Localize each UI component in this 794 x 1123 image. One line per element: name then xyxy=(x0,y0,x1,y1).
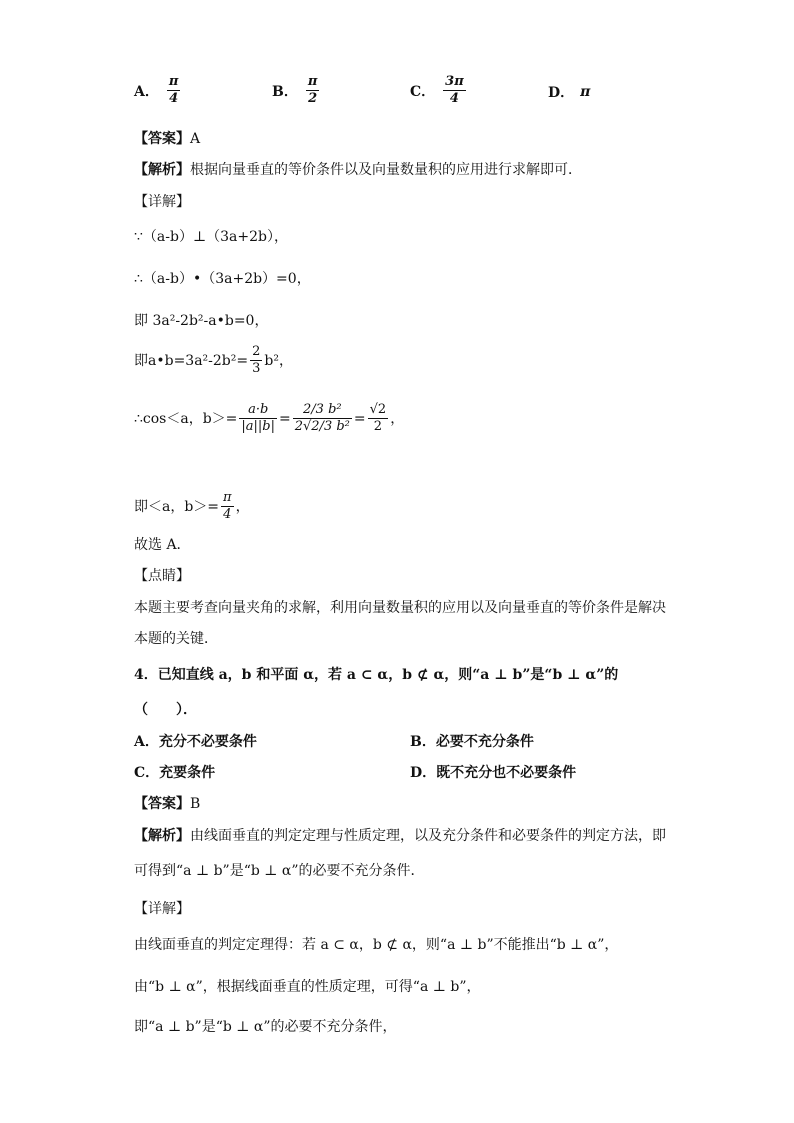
fraction-numerator: 3π xyxy=(445,74,464,89)
q3-comment-line-2: 本题的关键． xyxy=(134,631,218,647)
option-letter: A． xyxy=(134,83,159,100)
step-5-fraction-2 xyxy=(293,402,352,435)
q4-detail-line-1: 由线面垂直的判定定理得：若 a ⊂ α，b ⊄ α，则“a ⊥ b”不能推出“b ⊥ α”， xyxy=(134,937,619,953)
fraction-denominator: 2 xyxy=(308,91,318,106)
fraction-denominator: 2√2/3 b² xyxy=(294,419,350,434)
step-5-fraction-3 xyxy=(368,402,389,435)
analysis-text: 根据向量垂直的等价条件以及向量数量积的应用进行求解即可． xyxy=(190,162,582,178)
answer-tag: 【答案】 xyxy=(134,131,190,147)
step-4-prefix: 即a•b=3a²-2b²= xyxy=(134,352,249,369)
q3-comment-tag: 【点睛】 xyxy=(134,568,190,584)
option-letter: D． xyxy=(548,85,575,101)
fraction-numerator: √2 xyxy=(369,402,387,417)
fraction-numerator: 2 xyxy=(252,344,261,359)
option-c xyxy=(410,74,468,107)
fraction-numerator: π xyxy=(307,74,318,89)
q4-option-b: B．必要不充分条件 xyxy=(410,734,534,750)
q4-option-c: C．充要条件 xyxy=(134,765,216,781)
analysis-tag: 【解析】 xyxy=(134,828,190,844)
option-letter: B． xyxy=(272,83,298,100)
option-b-fraction xyxy=(306,74,320,107)
fraction-denominator: 4 xyxy=(223,507,232,522)
fraction-numerator: π xyxy=(223,490,232,505)
fraction-denominator: 4 xyxy=(449,91,459,106)
fraction-numerator: 2/3 b² xyxy=(293,402,352,419)
q3-detail-tag: 【详解】 xyxy=(134,194,190,210)
step-5-prefix: ∴cos＜a，b＞= xyxy=(134,410,238,427)
fraction-denominator: |a||b| xyxy=(241,419,275,434)
q3-step-2: ∴（a-b）•（3a+2b）=0， xyxy=(134,271,311,287)
analysis-tag: 【解析】 xyxy=(134,162,190,178)
step-6-prefix: 即＜a，b＞= xyxy=(134,498,220,515)
fraction-denominator: 3 xyxy=(252,361,261,376)
q3-comment-line-1: 本题主要考查向量夹角的求解，利用向量数量积的应用以及向量垂直的等价条件是解决 xyxy=(134,600,666,616)
answer-tag: 【答案】 xyxy=(134,796,190,812)
q4-analysis-line-1 xyxy=(134,827,666,845)
option-b xyxy=(272,74,321,107)
option-a-fraction xyxy=(167,74,181,107)
option-d xyxy=(548,82,590,102)
q4-analysis-line-2: 可得到“a ⊥ b”是“b ⊥ α”的必要不充分条件． xyxy=(134,863,425,879)
q4-stem-line-2: （ ）． xyxy=(134,702,197,718)
option-d-value: π xyxy=(580,84,591,100)
fraction-numerator: π xyxy=(168,74,179,89)
q3-step-5: ∴cos＜a，b＞= $\frac{a\cdot b}{|a||b|}$ = $\frac{\text{2/3 b²}}{\text{2√2/3 b²}}$ = $\frac{√2}{2}$ ， xyxy=(134,402,405,434)
fraction-numerator: a·b xyxy=(239,402,277,419)
q3-step-6 xyxy=(134,490,250,523)
q3-answer xyxy=(134,130,200,148)
analysis-text: 由线面垂直的判定定理与性质定理，以及充分条件和必要条件的判定方法，即 xyxy=(190,828,666,844)
q4-answer xyxy=(134,795,200,813)
step-5-fraction-1 xyxy=(239,402,277,435)
q4-detail-line-3: 即“a ⊥ b”是“b ⊥ α”的必要不充分条件， xyxy=(134,1019,397,1035)
option-a xyxy=(134,74,182,107)
q3-step-4 xyxy=(134,344,293,377)
fraction-denominator: 4 xyxy=(169,91,179,106)
step-4-fraction xyxy=(250,344,262,377)
answer-value: B xyxy=(190,796,201,812)
q4-stem-line-1: 4．已知直线 a，b 和平面 α，若 a ⊂ α，b ⊄ α，则“a ⊥ b”是“b ⊥ α”的 xyxy=(134,667,619,683)
q4-detail-tag: 【详解】 xyxy=(134,901,190,917)
q3-conclusion: 故选 A． xyxy=(134,537,191,553)
option-letter: C． xyxy=(410,83,436,100)
answer-value: A xyxy=(190,131,201,147)
q4-option-d: D．既不充分也不必要条件 xyxy=(410,765,577,781)
step-6-fraction xyxy=(221,490,234,523)
q3-step-1: ∵（a-b）⊥（3a+2b）， xyxy=(134,229,288,245)
q4-detail-line-2: 由“b ⊥ α”，根据线面垂直的性质定理，可得“a ⊥ b”， xyxy=(134,979,481,995)
q3-analysis xyxy=(134,161,582,179)
step-4-suffix: b²， xyxy=(264,352,293,369)
q4-option-a: A．充分不必要条件 xyxy=(134,734,257,750)
option-c-fraction xyxy=(443,74,466,107)
q3-step-3: 即 3a²-2b²-a•b=0， xyxy=(134,313,269,329)
step-6-suffix: ， xyxy=(235,498,250,515)
fraction-denominator: 2 xyxy=(373,419,383,434)
